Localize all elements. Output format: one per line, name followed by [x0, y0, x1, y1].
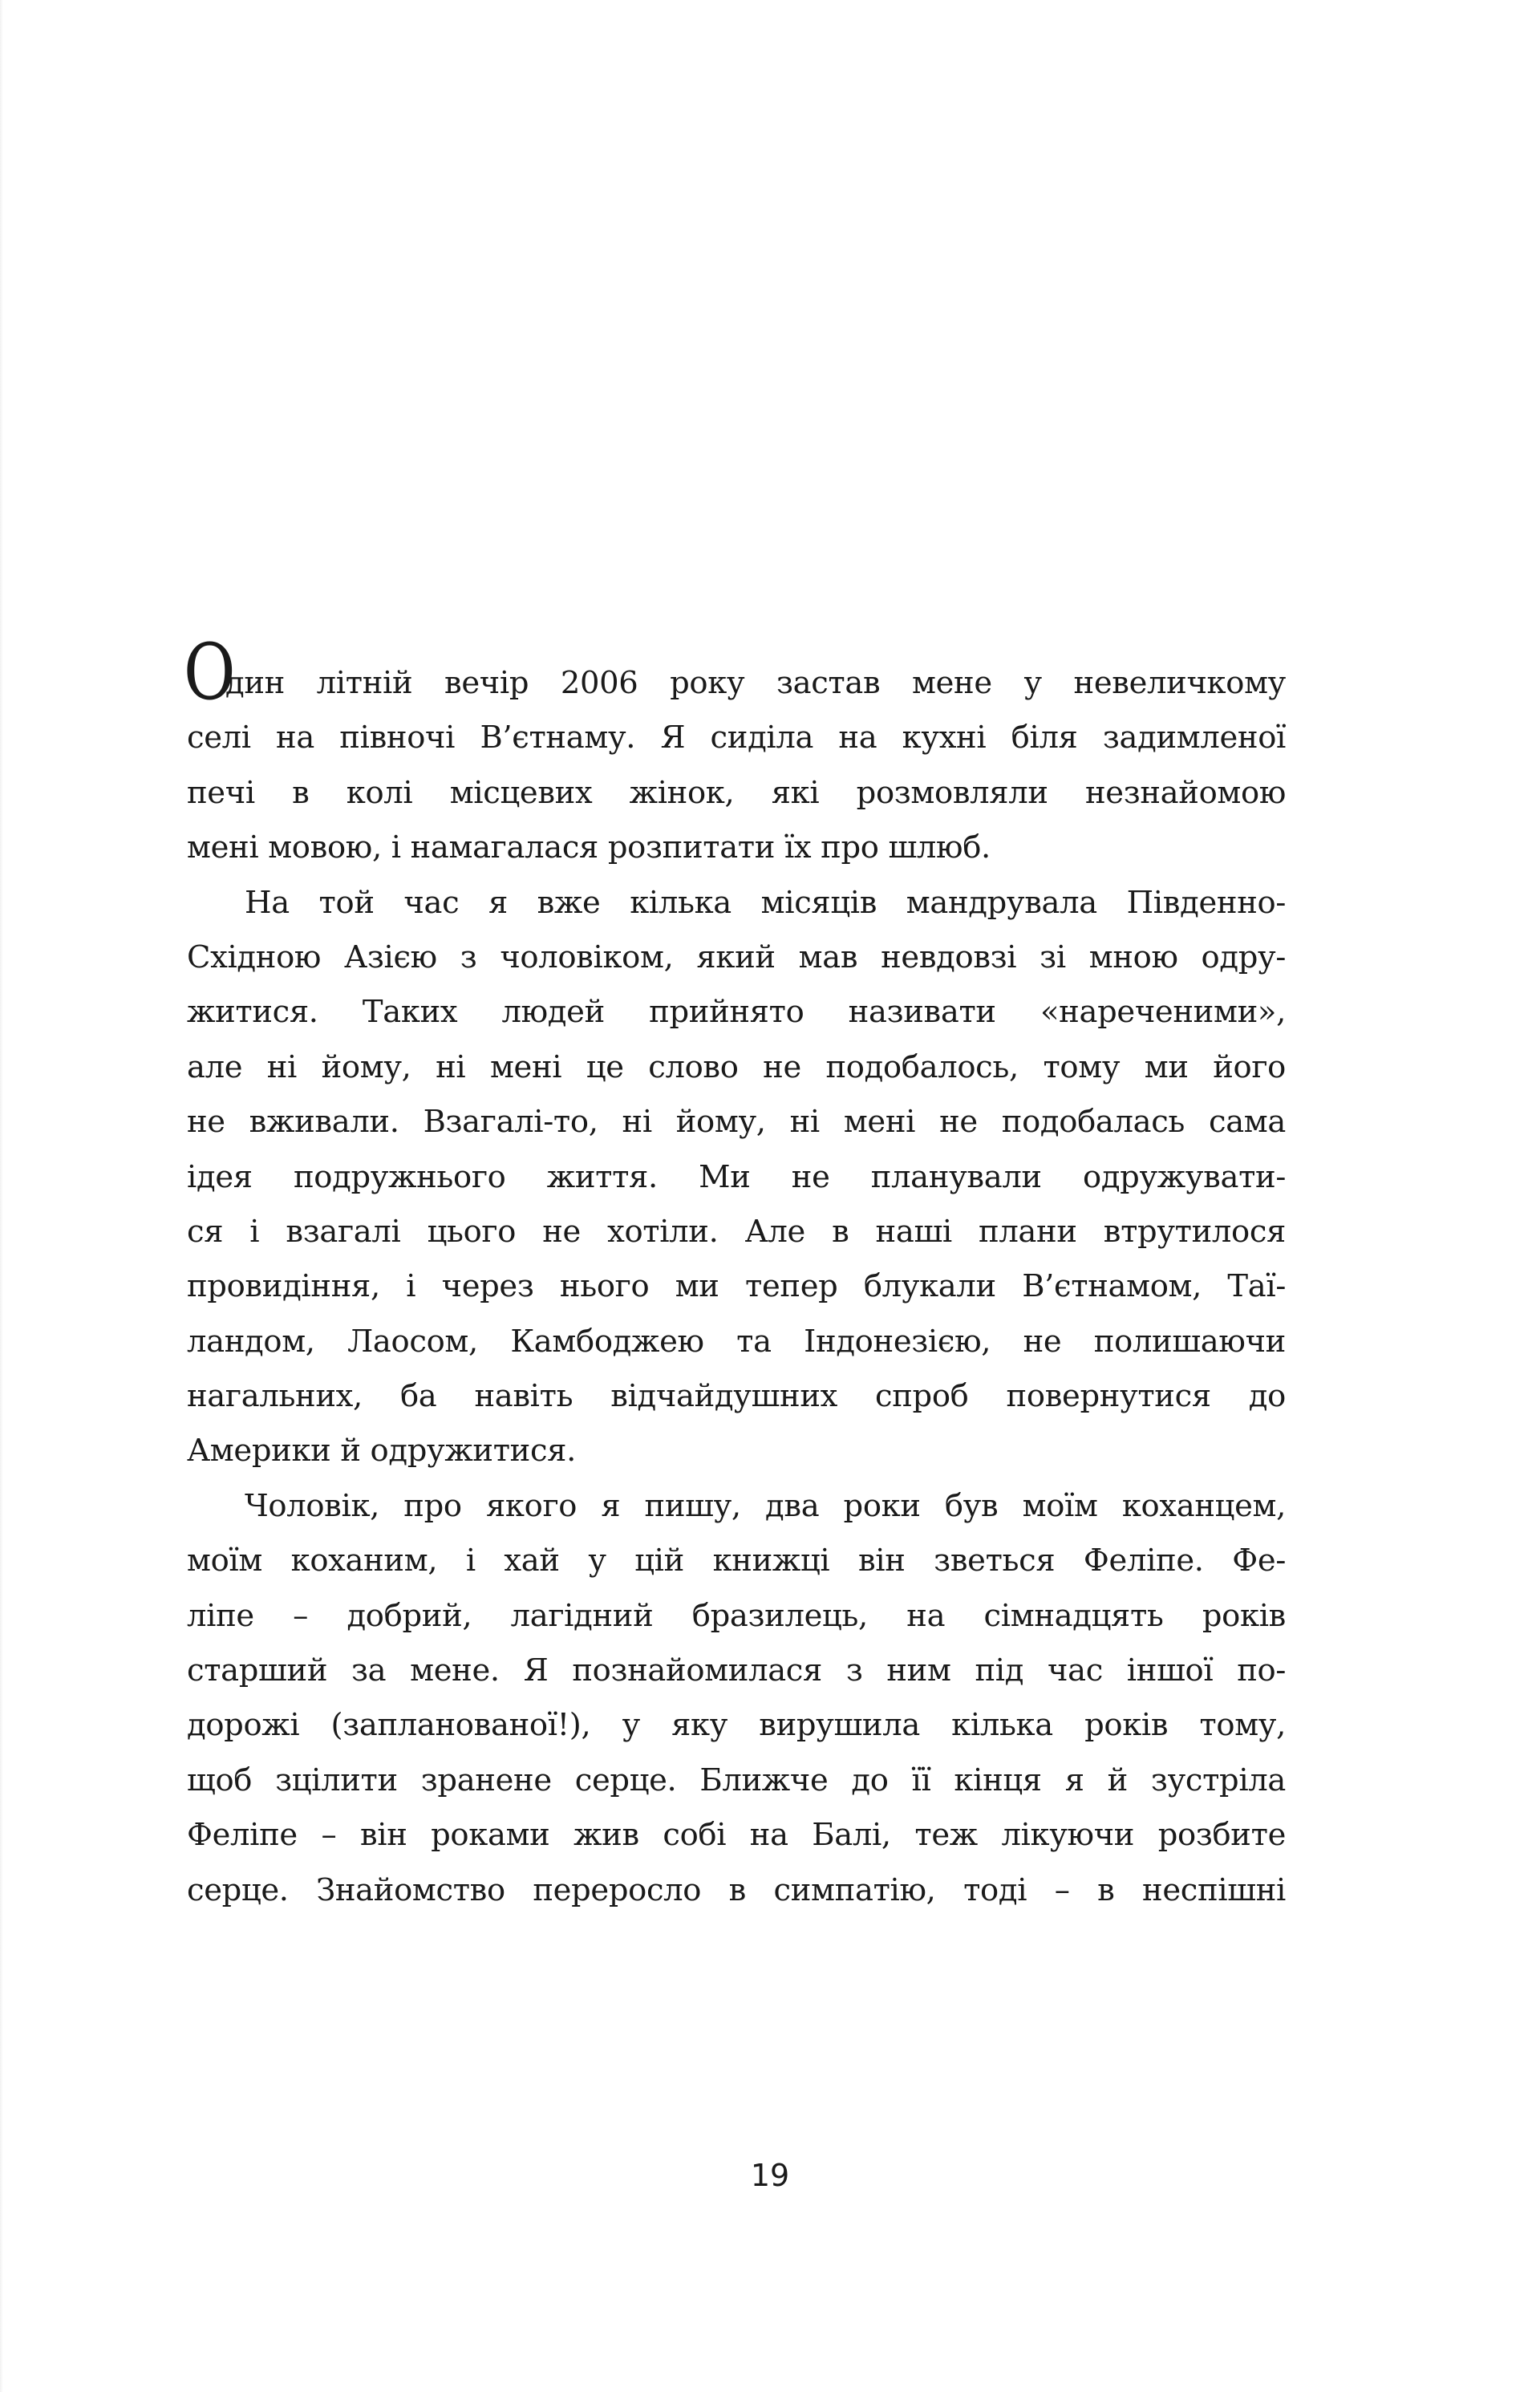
text-line: Чоловік, про якого я пишу, два роки був моїм коханцем,	[245, 1487, 1286, 1524]
text-line: щоб зцілити зранене серце. Ближче до її кінця я й зустріла	[187, 1762, 1286, 1798]
text-line: але ні йому, ні мені це слово не подобалось, тому ми його	[187, 1048, 1286, 1085]
body-text	[184, 627, 1286, 1918]
page-edge-shadow	[0, 0, 3, 2392]
text-line: селі на півночі В’єтнаму. Я сиділа на кухні біля задимленої	[187, 720, 1286, 756]
paragraph-2	[187, 876, 1286, 1479]
text-line: ландом, Лаосом, Камбоджею та Індонезією, не полишаючи	[187, 1323, 1286, 1360]
text-line: серце. Знайомство переросло в симпатію, тоді – в неспішні	[187, 1871, 1286, 1908]
text-line: Східною Азією з чоловіком, який мав невдовзі зі мною одру-	[187, 939, 1286, 975]
text-line: моїм коханим, і хай у цій книжці він зветься Феліпе. Фе-	[187, 1543, 1286, 1579]
text-line: дорожі (запланованої!), у яку вирушила кілька років тому,	[187, 1707, 1286, 1744]
drop-cap: О	[184, 627, 236, 717]
text-line: Феліпе – він роками жив собі на Балі, теж лікуючи розбите	[187, 1817, 1286, 1854]
paragraph-1	[184, 627, 1286, 876]
text-line: ліпе – добрий, лагідний бразилець, на сімнадцять років	[187, 1597, 1286, 1634]
text-line	[184, 627, 1286, 717]
text-line: мені мовою, і намагалася розпитати їх про шлюб.	[187, 829, 991, 866]
text-line: На той час я вже кілька місяців мандрувала Південно-	[245, 884, 1286, 921]
text-line: печі в колі місцевих жінок, які розмовляли незнайомою	[187, 774, 1286, 811]
text-line: не вживали. Взагалі-то, ні йому, ні мені не подобалась сама	[187, 1104, 1286, 1141]
text-line: ідея подружнього життя. Ми не планували одружувати-	[187, 1158, 1286, 1195]
text-line: нагальних, ба навіть відчайдушних спроб повернутися до	[187, 1378, 1286, 1415]
paragraph-3	[187, 1479, 1286, 1918]
line-text: дин літній вечір 2006 року застав мене у невеличкому	[225, 665, 1286, 701]
text-line: старший за мене. Я познайомилася з ним під час іншої по-	[187, 1652, 1286, 1689]
page-number: 19	[750, 2158, 790, 2193]
text-line: провидіння, і через нього ми тепер блукали В’єтнамом, Таї-	[187, 1268, 1286, 1305]
text-line: Америки й одружитися.	[187, 1433, 577, 1470]
text-line: житися. Таких людей прийнято називати «нареченими»,	[187, 994, 1286, 1031]
text-line: ся і взагалі цього не хотіли. Але в наші плани втрутилося	[187, 1213, 1286, 1250]
